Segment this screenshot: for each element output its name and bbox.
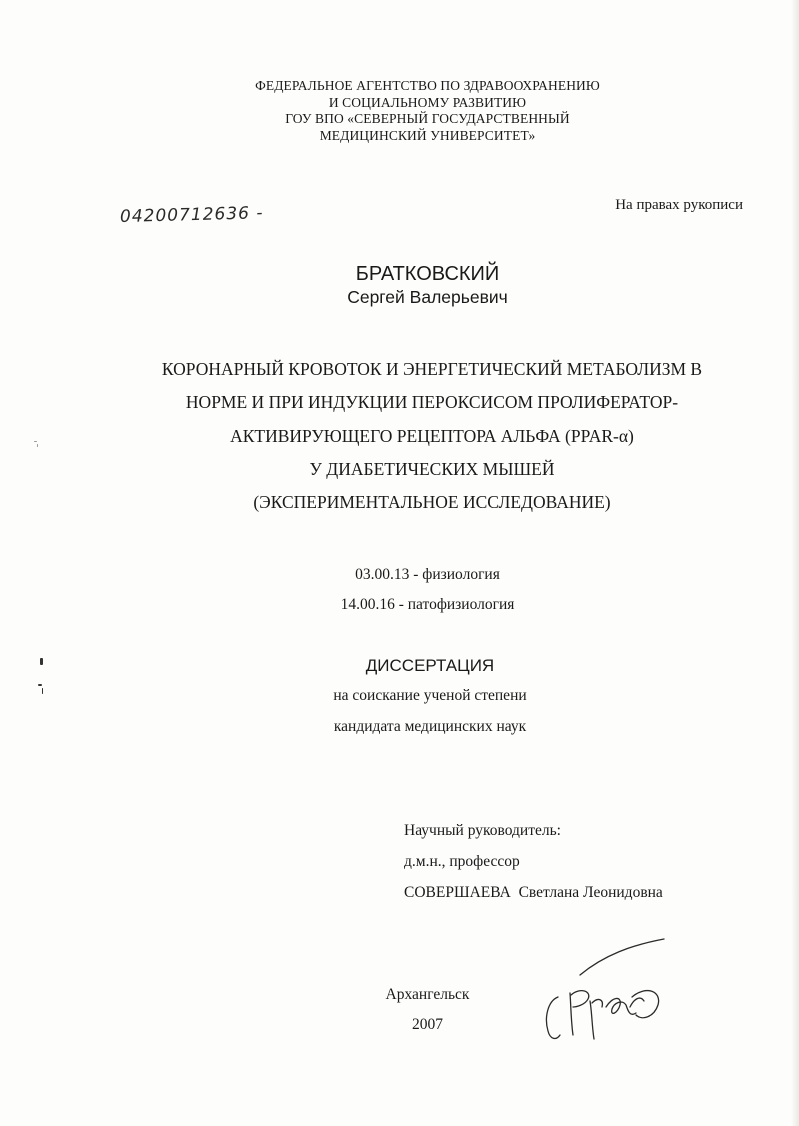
signature-stroke bbox=[580, 939, 664, 975]
signature-stroke bbox=[606, 998, 636, 1014]
dissertation-heading: ДИССЕРТАЦИЯ bbox=[365, 656, 495, 675]
signature-stroke bbox=[590, 1001, 594, 1039]
year: 2007 bbox=[412, 1016, 443, 1033]
supervisor-name bbox=[404, 877, 663, 908]
registration-number-value: 04200712636 bbox=[119, 203, 251, 227]
supervisor-degree: д.м.н., профессор bbox=[404, 853, 520, 870]
handwritten-signature bbox=[540, 935, 670, 1050]
degree-line: кандидата медицинских наук bbox=[333, 718, 527, 735]
degree-line: на соискание ученой степени bbox=[333, 687, 527, 704]
organization-line: МЕДИЦИНСКИЙ УНИВЕРСИТЕТ» bbox=[319, 127, 536, 143]
specialty-code: 14.00.16 - патофизиология bbox=[340, 596, 515, 613]
supervisor-block bbox=[404, 815, 663, 908]
specialty-code: 03.00.13 - физиология bbox=[355, 566, 500, 583]
signature-stroke bbox=[570, 993, 573, 1035]
signature-stroke bbox=[546, 997, 560, 1038]
supervisor-given-names: Светлана Леонидовна bbox=[518, 884, 663, 901]
supervisor-surname: СОВЕРШАЕВА bbox=[404, 884, 511, 901]
title-line: (ЭКСПЕРИМЕНТАЛЬНОЕ ИССЛЕДОВАНИЕ) bbox=[253, 492, 611, 513]
place-and-year bbox=[0, 980, 799, 1040]
scan-speck bbox=[38, 684, 42, 686]
signature-stroke bbox=[630, 998, 644, 1007]
scan-speck bbox=[37, 444, 38, 447]
manuscript-note: На правах рукописи bbox=[615, 197, 743, 213]
scan-speck bbox=[34, 441, 37, 442]
organization-line: ФЕДЕРАЛЬНОЕ АГЕНТСТВО ПО ЗДРАВООХРАНЕНИЮ bbox=[255, 78, 600, 93]
author-given-names: Сергей Валерьевич bbox=[347, 287, 508, 307]
place: Архангельск bbox=[385, 986, 470, 1003]
title-line: НОРМЕ И ПРИ ИНДУКЦИИ ПЕРОКСИСОМ ПРОЛИФЕРАТОР- bbox=[185, 392, 679, 413]
signature-stroke bbox=[592, 1000, 602, 1007]
author-block bbox=[0, 262, 799, 308]
dissertation-title bbox=[0, 353, 799, 519]
supervisor-label: Научный руководитель: bbox=[404, 822, 561, 839]
organization-line: И СОЦИАЛЬНОМУ РАЗВИТИЮ bbox=[328, 94, 527, 110]
organization-line: ГОУ ВПО «СЕВЕРНЫЙ ГОСУДАРСТВЕННЫЙ bbox=[285, 111, 570, 126]
title-line: У ДИАБЕТИЧЕСКИХ МЫШЕЙ bbox=[309, 458, 555, 479]
specialties bbox=[0, 560, 799, 620]
scan-speck bbox=[42, 688, 43, 694]
dissertation-type bbox=[0, 652, 799, 742]
registration-number: 04200712636 - bbox=[119, 203, 264, 227]
author-surname: БРАТКОВСКИЙ bbox=[355, 263, 500, 285]
organization-header bbox=[0, 78, 799, 144]
title-line: АКТИВИРУЮЩЕГО РЕЦЕПТОРА АЛЬФА (PPAR-α) bbox=[230, 425, 634, 446]
signature-stroke bbox=[571, 991, 589, 1007]
scan-speck bbox=[40, 658, 43, 665]
title-line: КОРОНАРНЫЙ КРОВОТОК И ЭНЕРГЕТИЧЕСКИЙ МЕТАБОЛИЗМ В bbox=[161, 359, 703, 379]
